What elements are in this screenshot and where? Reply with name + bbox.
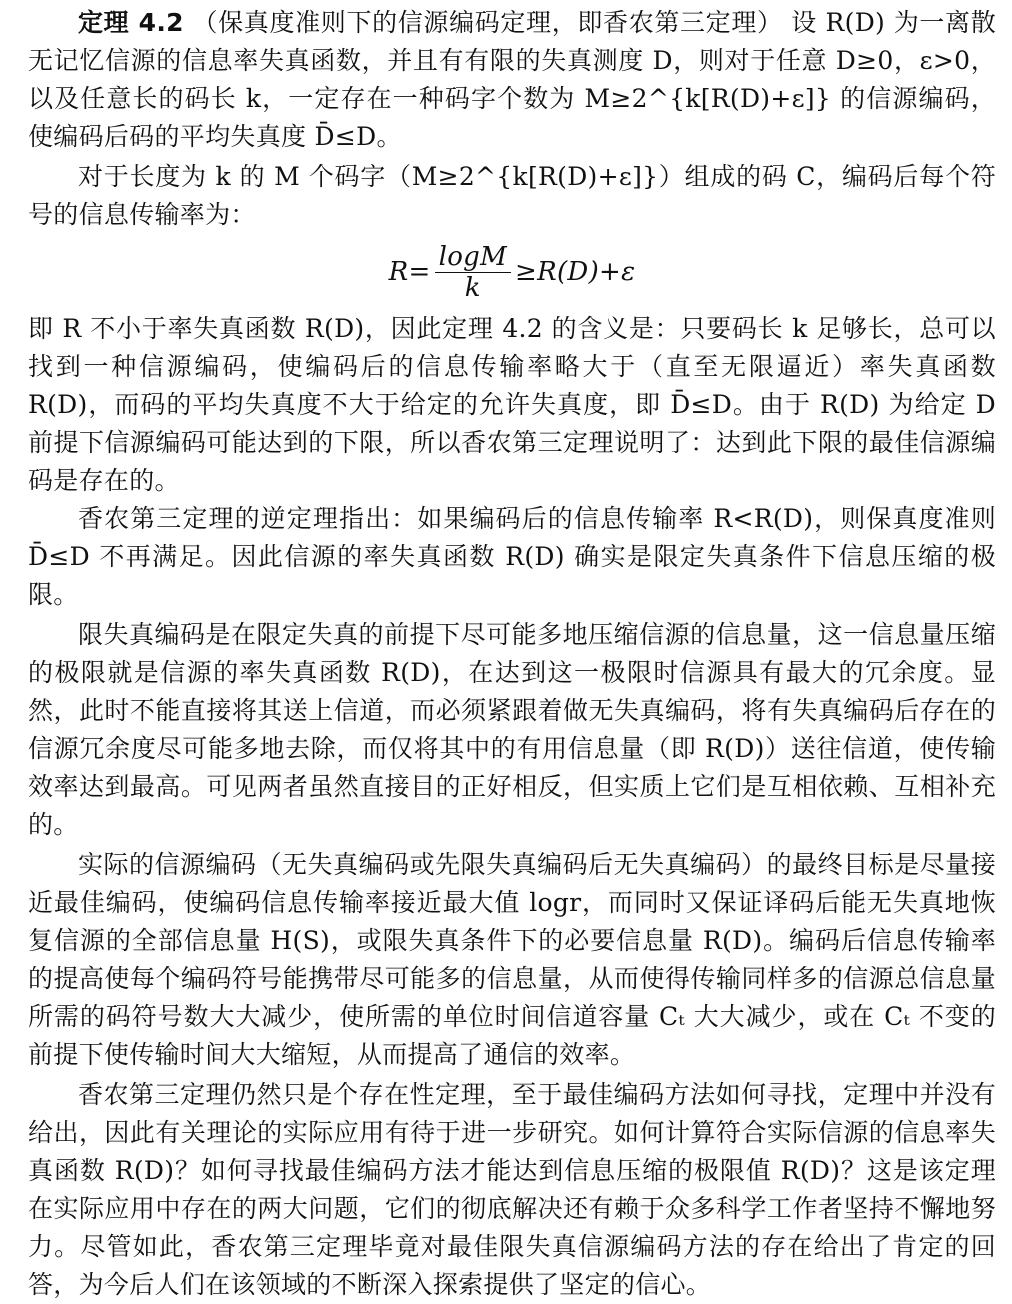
paragraph-practical-source-coding: 实际的信源编码（无失真编码或先限失真编码后无失真编码）的最终目标是尽量接近最佳编码，使编码信息传输率接近最大值 logr，而同时又保证译码后能无失真地恢复信源的全部信息量 H(S)，或限失真条件下的必要信息量 R(D)。编码后信息传输率的提高使每个编码符号能携带尽可能多的信息量，从而使得传输同样多的信源总信息量所需的码符号数大大减少，使所需的单位时间信道容量 Cₜ 大大减少，或在 Cₜ 不变的前提下使传输时间大大缩短，从而提高了通信的效率。	[28, 850, 996, 1069]
theorem-body: 设 R(D) 为一离散无记忆信源的信息率失真函数，并且有有限的失真测度 D，则对于任意 D≥0，ε>0，以及任意长的码长 k，一定存在一种码字个数为 M≥2^{k[R(D)+ε]} 的信源编码，使编码后码的平均失真度 D̄≤D。	[28, 8, 996, 151]
theorem-label: 定理 4.2	[78, 8, 184, 37]
paragraph-code-rate-intro: 对于长度为 k 的 M 个码字（M≥2^{k[R(D)+ε]}）组成的码 C，编码后每个符号的信息传输率为：	[28, 162, 996, 229]
formula-lhs: R=	[388, 257, 431, 287]
rate-formula	[28, 236, 996, 308]
theorem-title: （保真度准则下的信源编码定理，即香农第三定理）	[192, 8, 783, 37]
formula-numerator: logM	[435, 242, 511, 273]
paragraph-existence-theorem: 香农第三定理仍然只是个存在性定理，至于最佳编码方法如何寻找，定理中并没有给出，因此有关理论的实际应用有待于进一步研究。如何计算符合实际信源的信息率失真函数 R(D)？如何寻找最佳编码方法才能达到信息压缩的极限值 R(D)？这是该定理在实际应用中存在的两大问题，它们的彻底解决还有赖于众多科学工作者坚持不懈地努力。尽管如此，香农第三定理毕竟对最佳限失真信源编码方法的存在给出了肯定的回答，为今后人们在该领域的不断深入探索提供了坚定的信心。	[28, 1080, 996, 1299]
paragraph-converse-theorem: 香农第三定理的逆定理指出：如果编码后的信息传输率 R<R(D)，则保真度准则 D̄≤D 不再满足。因此信源的率失真函数 R(D) 确实是限定失真条件下信息压缩的极限。	[28, 504, 996, 609]
formula-rhs: ≥R(D)+ε	[515, 257, 636, 287]
formula-fraction	[435, 242, 511, 303]
paragraph-theorem-meaning: 即 R 不小于率失真函数 R(D)，因此定理 4.2 的含义是：只要码长 k 足够长，总可以找到一种信源编码，使编码后的信息传输率略大于（直至无限逼近）率失真函数 R(D)，而码的平均失真度不大于给定的允许失真度，即 D̄≤D。由于 R(D) 为给定 D 前提下信源编码可能达到的下限，所以香农第三定理说明了：达到此下限的最佳信源编码是存在的。	[28, 314, 996, 495]
paragraph-limited-distortion-coding: 限失真编码是在限定失真的前提下尽可能多地压缩信源的信息量，这一信息量压缩的极限就是信源的率失真函数 R(D)，在达到这一极限时信源具有最大的冗余度。显然，此时不能直接将其送上信道，而必须紧跟着做无失真编码，将有失真编码后存在的信源冗余度尽可能多地去除，而仅将其中的有用信息量（即 R(D)）送往信道，使传输效率达到最高。可见两者虽然直接目的正好相反，但实质上它们是互相依赖、互相补充的。	[28, 620, 996, 839]
formula-denominator: k	[464, 272, 481, 303]
theorem-4-2	[28, 4, 996, 156]
